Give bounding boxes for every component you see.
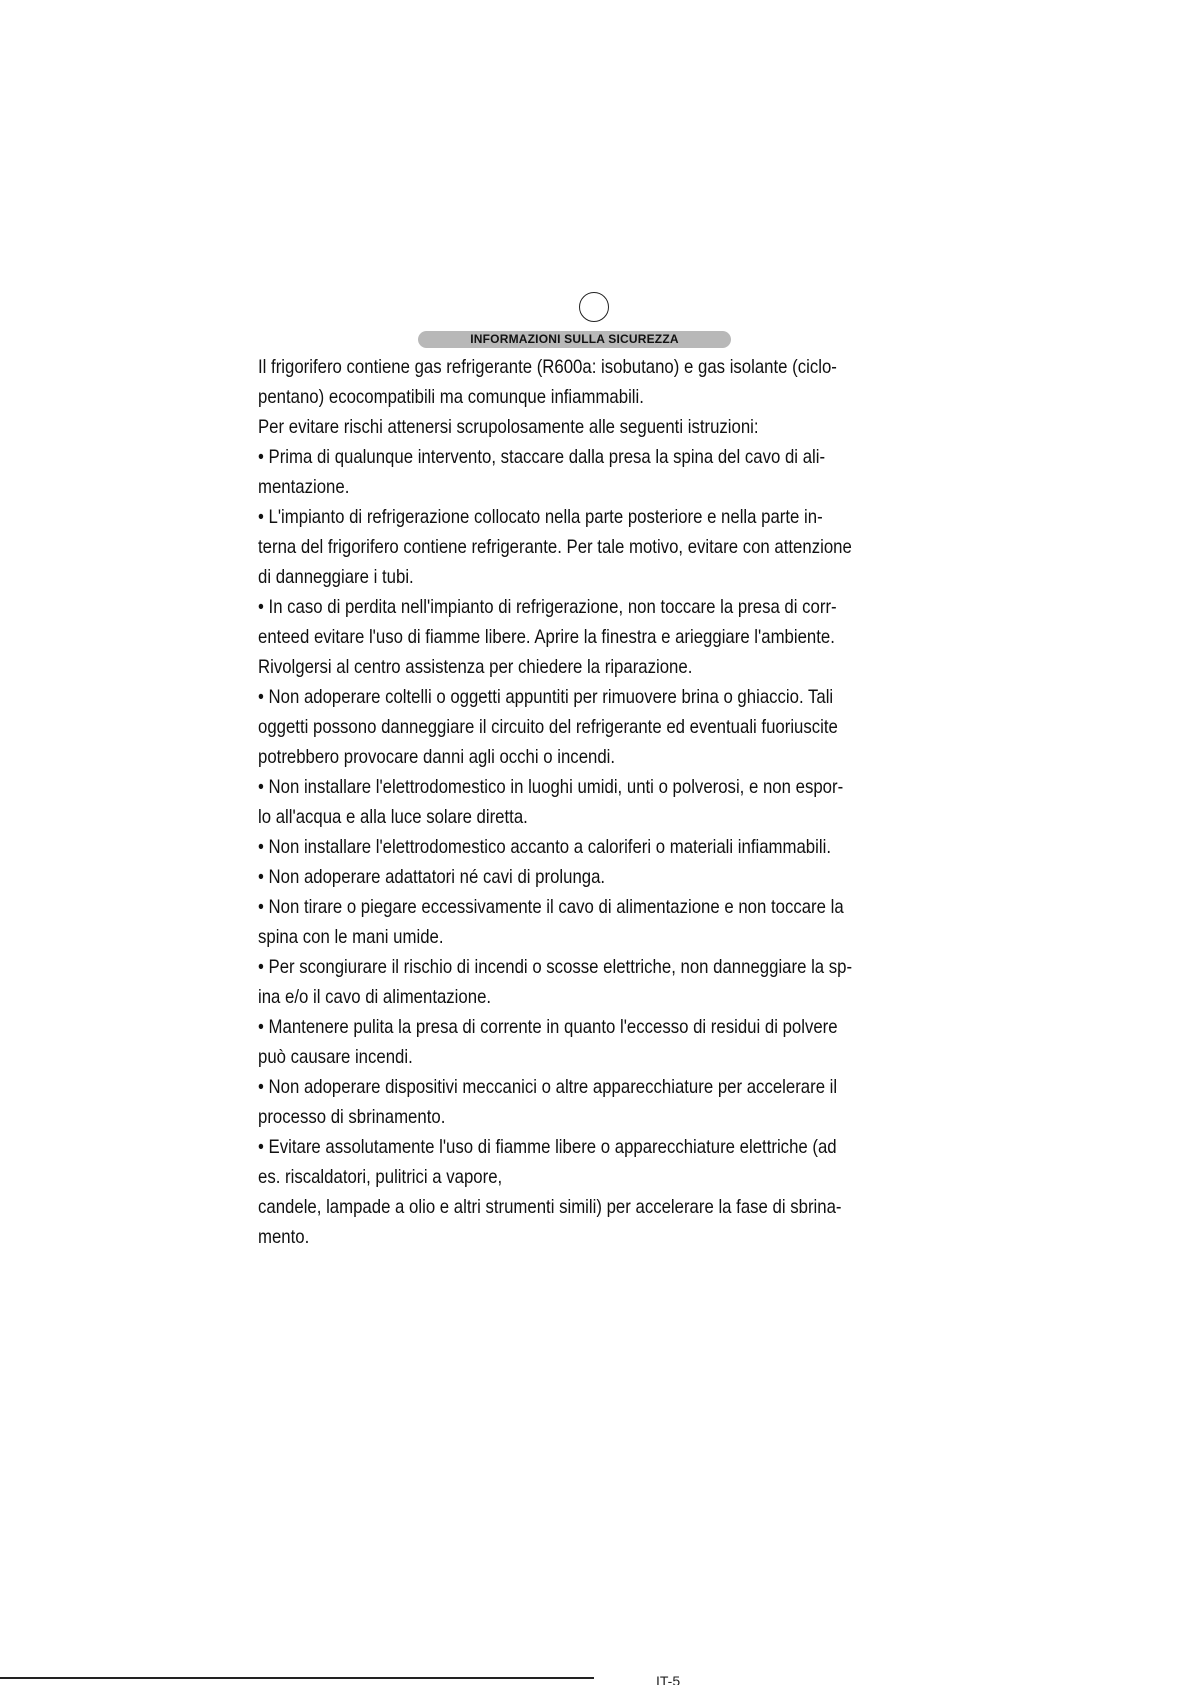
text-line: • Non tirare o piegare eccessivamente il cavo di alimentazione e non toccare la (258, 896, 844, 918)
text-line: mento. (258, 1226, 310, 1248)
text-line: può causare incendi. (258, 1046, 413, 1068)
page-number: IT-5 (656, 1674, 681, 1685)
text-line: spina con le mani umide. (258, 926, 444, 948)
text-line: Per evitare rischi attenersi scrupolosamente alle seguenti istruzioni: (258, 416, 759, 438)
text-line: • L'impianto di refrigerazione collocato nella parte posteriore e nella parte in- (258, 506, 823, 528)
text-line: • Non installare l'elettrodomestico in luoghi umidi, unti o polverosi, e non espor- (258, 776, 844, 798)
text-line: • Non adoperare dispositivi meccanici o altre apparecchiature per accelerare il (258, 1076, 838, 1098)
text-line: potrebbero provocare danni agli occhi o incendi. (258, 746, 616, 768)
text-line: ina e/o il cavo di alimentazione. (258, 986, 492, 1008)
text-line: Il frigorifero contiene gas refrigerante (R600a: isobutano) e gas isolante (ciclo- (258, 356, 837, 378)
text-line: • Per scongiurare il rischio di incendi o scosse elettriche, non danneggiare la sp- (258, 956, 853, 978)
text-line: oggetti possono danneggiare il circuito del refrigerante ed eventuali fuoriuscite (258, 716, 838, 738)
text-line: enteed evitare l'uso di fiamme libere. Aprire la finestra e arieggiare l'ambiente. (258, 626, 835, 648)
text-line: • Non adoperare adattatori né cavi di prolunga. (258, 866, 606, 888)
text-line: terna del frigorifero contiene refrigerante. Per tale motivo, evitare con attenzione (258, 536, 852, 558)
text-line: lo all'acqua e alla luce solare diretta. (258, 806, 528, 828)
text-line: • Mantenere pulita la presa di corrente in quanto l'eccesso di residui di polvere (258, 1016, 838, 1038)
section-title: INFORMAZIONI SULLA SICUREZZA (418, 331, 731, 348)
text-line: candele, lampade a olio e altri strumenti simili) per accelerare la fase di sbrina- (258, 1196, 842, 1218)
text-line: pentano) ecocompatibili ma comunque infiammabili. (258, 386, 644, 408)
text-line: di danneggiare i tubi. (258, 566, 414, 588)
text-line: mentazione. (258, 476, 350, 498)
safety-instructions-text (258, 352, 948, 1252)
text-line: • Evitare assolutamente l'uso di fiamme libere o apparecchiature elettriche (ad (258, 1136, 837, 1158)
text-line: • Non installare l'elettrodomestico accanto a caloriferi o materiali infiammabili. (258, 836, 831, 858)
text-line: • Prima di qualunque intervento, staccare dalla presa la spina del cavo di ali- (258, 446, 826, 468)
text-line: • In caso di perdita nell'impianto di refrigerazione, non toccare la presa di corr- (258, 596, 837, 618)
text-line: processo di sbrinamento. (258, 1106, 446, 1128)
footer-rule (0, 1677, 594, 1679)
text-line: Rivolgersi al centro assistenza per chiedere la riparazione. (258, 656, 693, 678)
language-marker-circle (579, 292, 609, 322)
text-line: es. riscaldatori, pulitrici a vapore, (258, 1166, 503, 1188)
text-line: • Non adoperare coltelli o oggetti appuntiti per rimuovere brina o ghiaccio. Tali (258, 686, 834, 708)
